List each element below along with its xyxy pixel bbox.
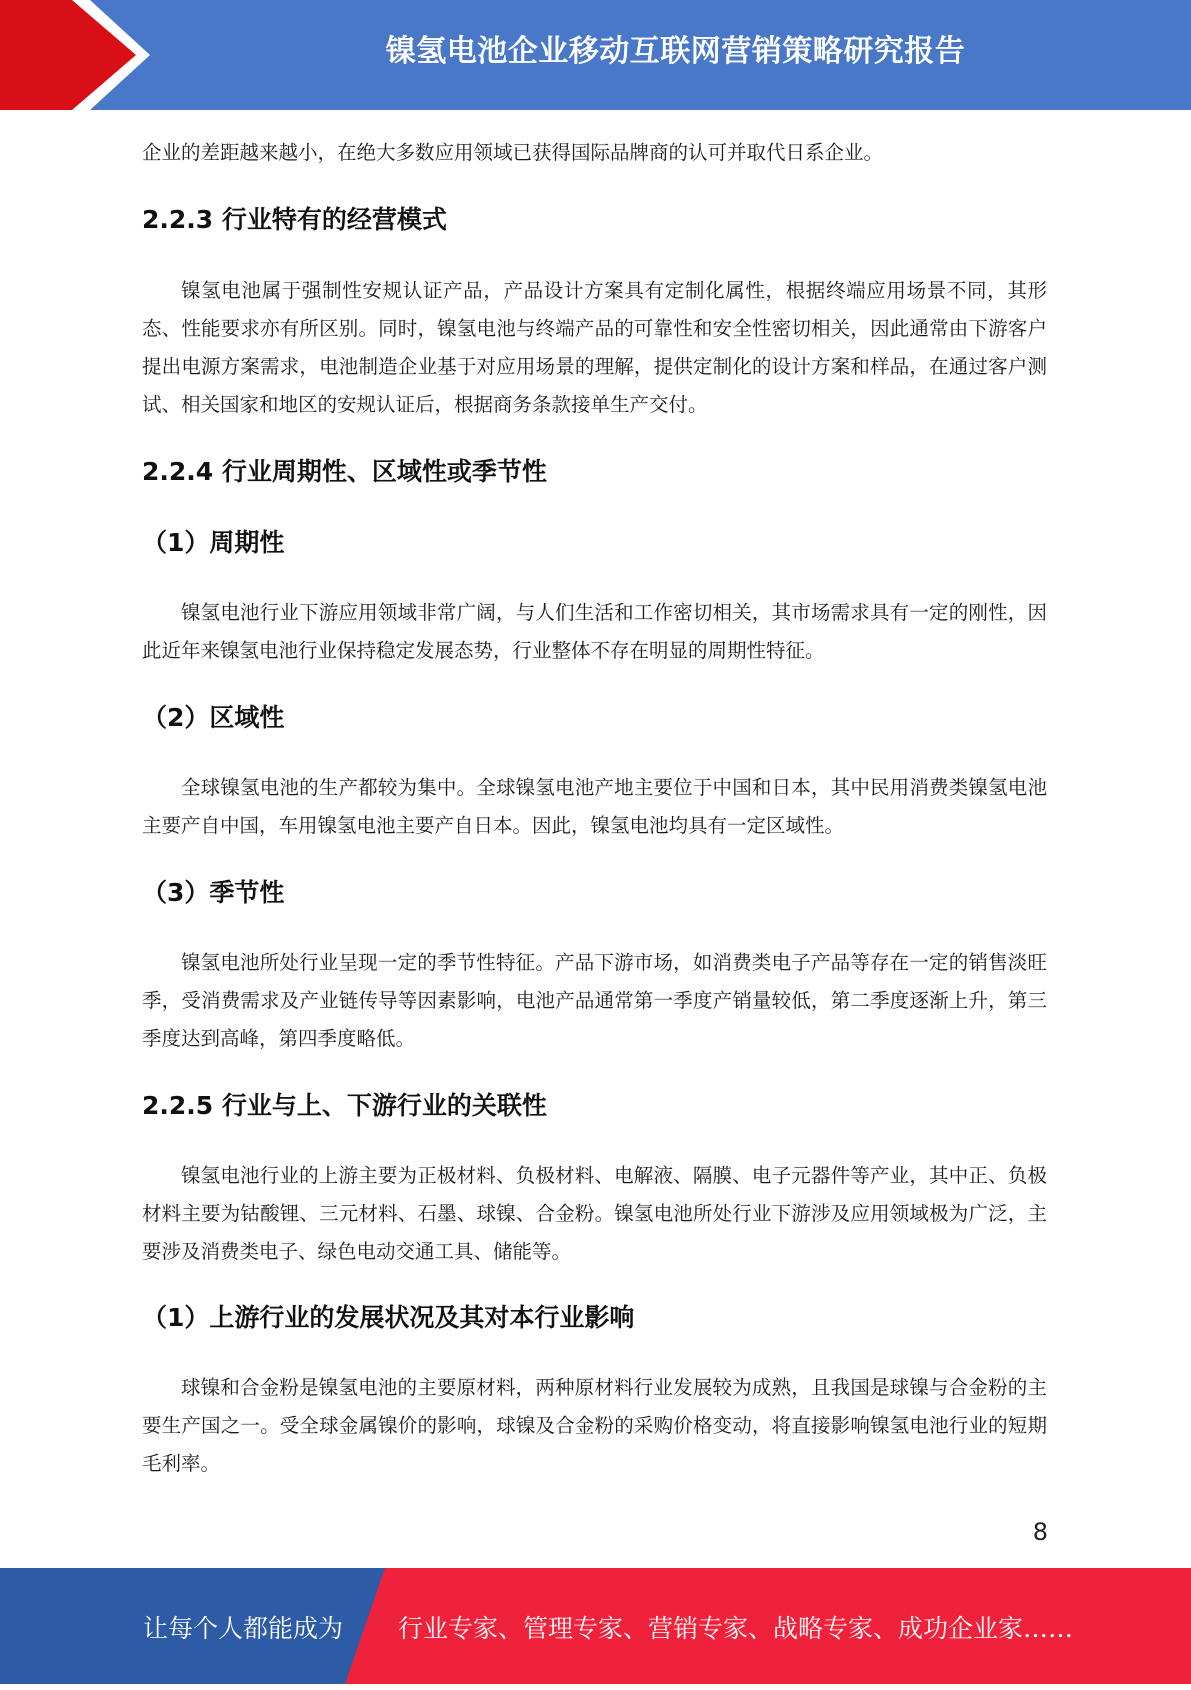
footer-slogan-left: 让每个人都能成为	[143, 1614, 344, 1643]
section-2-2-3-paragraph: 镍氢电池属于强制性安规认证产品，产品设计方案具有定制化属性，根据终端应用场景不同，其形态、性能要求亦有所区别。同时，镍氢电池与终端产品的可靠性和安全性密切相关，因此通常由下游客户提出电源方案需求，电池制造企业基于对应用场景的理解，提供定制化的设计方案和样品，在通过客户测试、相关国家和地区的安规认证后，根据商务条款接单生产交付。	[142, 279, 1047, 416]
section-2-2-3-heading: 2.2.3 行业特有的经营模式	[142, 205, 447, 234]
footer-slogan-right: 行业专家、管理专家、营销专家、战略专家、成功企业家……	[398, 1614, 1074, 1643]
subsection-seasonality-heading: （3）季节性	[142, 878, 285, 907]
report-title: 镍氢电池企业移动互联网营销策略研究报告	[385, 34, 966, 69]
page-header	[0, 0, 1191, 110]
section-2-2-5-heading: 2.2.5 行业与上、下游行业的关联性	[142, 1091, 547, 1120]
intro-paragraph: 企业的差距越来越小，在绝大多数应用领域已获得国际品牌商的认可并取代日系企业。	[142, 141, 884, 164]
section-2-2-5-paragraph: 镍氢电池行业的上游主要为正极材料、负极材料、电解液、隔膜、电子元器件等产业，其中正、负极材料主要为钴酸锂、三元材料、石墨、球镍、合金粉。镍氢电池所处行业下游涉及应用领域极为广泛，主要涉及消费类电子、绿色电动交通工具、储能等。	[142, 1164, 1047, 1263]
upstream-paragraph: 球镍和合金粉是镍氢电池的主要原材料，两种原材料行业发展较为成熟，且我国是球镍与合金粉的主要生产国之一。受全球金属镍价的影响，球镍及合金粉的采购价格变动，将直接影响镍氢电池行业的短期毛利率。	[142, 1376, 1047, 1475]
page-number: 8	[1032, 1518, 1048, 1546]
header-chevron-red	[0, 0, 136, 110]
seasonality-paragraph: 镍氢电池所处行业呈现一定的季节性特征。产品下游市场，如消费类电子产品等存在一定的销售淡旺季，受消费需求及产业链传导等因素影响，电池产品通常第一季度产销量较低，第二季度逐渐上升，第三季度达到高峰，第四季度略低。	[142, 951, 1047, 1050]
subsection-regionality-heading: （2）区域性	[142, 703, 285, 732]
subsection-upstream-heading: （1）上游行业的发展状况及其对本行业影响	[142, 1303, 635, 1332]
cyclicality-paragraph: 镍氢电池行业下游应用领域非常广阔，与人们生活和工作密切相关，其市场需求具有一定的刚性，因此近年来镍氢电池行业保持稳定发展态势，行业整体不存在明显的周期性特征。	[142, 601, 1047, 662]
page-content	[142, 134, 1047, 1483]
subsection-cyclicality-heading: （1）周期性	[142, 528, 285, 557]
section-2-2-4-heading: 2.2.4 行业周期性、区域性或季节性	[142, 457, 547, 486]
page-footer	[0, 1568, 1191, 1684]
regionality-paragraph: 全球镍氢电池的生产都较为集中。全球镍氢电池产地主要位于中国和日本，其中民用消费类镍氢电池主要产自中国，车用镍氢电池主要产自日本。因此，镍氢电池均具有一定区域性。	[142, 776, 1047, 837]
